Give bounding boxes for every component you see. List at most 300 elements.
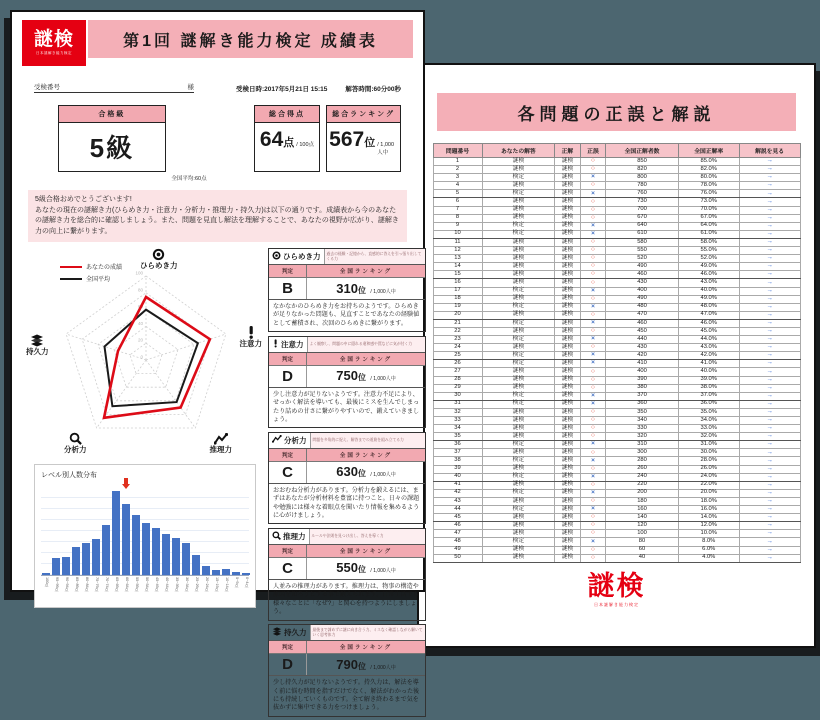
- congratulation-message: [28, 190, 407, 242]
- score-report-page: [10, 10, 425, 712]
- wrong-mark: ×: [591, 189, 595, 197]
- correct-answer: 謎検: [555, 255, 581, 263]
- your-answer: 検定: [482, 336, 555, 344]
- view-explanation-link[interactable]: →: [766, 213, 773, 221]
- view-explanation-link[interactable]: →: [766, 513, 773, 521]
- correct-mark: ○: [591, 497, 595, 505]
- view-explanation-link[interactable]: →: [766, 335, 773, 343]
- ability-grade: B: [269, 278, 307, 299]
- answers-title: 各問題の正誤と解説: [517, 104, 716, 124]
- your-answer: 検定: [482, 303, 555, 311]
- histogram-bar: [242, 573, 250, 575]
- grade-box-label: 合格級: [59, 106, 165, 123]
- your-answer: 謎検: [482, 214, 555, 222]
- national-correct-count: 490: [606, 263, 679, 271]
- correct-mark: ○: [591, 383, 595, 391]
- view-explanation-link[interactable]: →: [766, 294, 773, 302]
- correct-answer: 謎検: [555, 433, 581, 441]
- your-answer: 謎検: [482, 368, 555, 376]
- ranking-label: 全国ランキング: [339, 356, 393, 363]
- judge-label: 判定: [269, 545, 307, 557]
- correct-answer: 謎検: [555, 465, 581, 473]
- national-correct-rate: 22.0%: [678, 481, 739, 489]
- correct-answer: 謎検: [555, 222, 581, 230]
- histogram-title: レベル別人数分布: [41, 472, 97, 479]
- correct-answer: 謎検: [555, 392, 581, 400]
- national-correct-rate: 43.0%: [678, 279, 739, 287]
- total-score-label: 総合得点: [255, 106, 319, 123]
- histogram-bar: [192, 555, 200, 575]
- national-correct-count: 730: [606, 198, 679, 206]
- national-correct-count: 360: [606, 400, 679, 408]
- view-explanation-link[interactable]: →: [766, 165, 773, 173]
- correct-answer: 謎検: [555, 481, 581, 489]
- national-correct-rate: 82.0%: [678, 166, 739, 174]
- question-row: [433, 506, 800, 514]
- national-correct-rate: 64.0%: [678, 222, 739, 230]
- view-explanation-link[interactable]: →: [766, 367, 773, 375]
- histogram-label: 5~9点: [235, 577, 239, 588]
- national-correct-rate: 58.0%: [678, 238, 739, 246]
- view-explanation-link[interactable]: →: [766, 383, 773, 391]
- correct-mark: ○: [591, 408, 595, 416]
- axis-bunseki: 推理力: [210, 433, 233, 454]
- national-correct-count: 350: [606, 408, 679, 416]
- histogram-label: 20~24点: [205, 577, 209, 592]
- national-correct-rate: 20.0%: [678, 489, 739, 497]
- score-value: 64: [259, 128, 284, 151]
- national-correct-rate: 49.0%: [678, 263, 739, 271]
- question-row: [433, 530, 800, 538]
- histogram-label: 85~89点: [75, 577, 79, 592]
- national-correct-rate: 52.0%: [678, 255, 739, 263]
- histogram-bar: [222, 569, 230, 575]
- exam-date: 受検日時:2017年5月21日 15:15: [235, 86, 328, 93]
- radar-legend: [60, 262, 122, 286]
- your-answer: 謎検: [482, 327, 555, 335]
- view-explanation-link[interactable]: →: [766, 157, 773, 165]
- question-row: [433, 271, 800, 279]
- view-explanation-link[interactable]: →: [766, 505, 773, 513]
- question-number: 39: [433, 465, 482, 473]
- correct-mark: ○: [591, 424, 595, 432]
- view-explanation-link[interactable]: →: [766, 375, 773, 383]
- national-correct-count: 330: [606, 425, 679, 433]
- question-number: 4: [433, 182, 482, 190]
- histogram-label: 25~29点: [195, 577, 199, 592]
- question-number: 10: [433, 230, 482, 238]
- bulb-icon: [272, 251, 283, 262]
- your-answer: 検定: [482, 441, 555, 449]
- wrong-mark: ×: [591, 229, 595, 237]
- wrong-mark: ×: [591, 537, 595, 545]
- view-explanation-link[interactable]: →: [766, 472, 773, 480]
- view-explanation-link[interactable]: →: [766, 359, 773, 367]
- correct-answer: 謎検: [555, 368, 581, 376]
- national-correct-rate: 67.0%: [678, 214, 739, 222]
- answers-page: [417, 63, 816, 648]
- question-row: [433, 465, 800, 473]
- histogram-bar: [82, 543, 90, 575]
- national-correct-rate: 45.0%: [678, 327, 739, 335]
- correct-mark: ○: [591, 480, 595, 488]
- correct-mark: ○: [591, 205, 595, 213]
- histogram-bar: [182, 543, 190, 575]
- view-explanation-link[interactable]: →: [766, 262, 773, 270]
- question-row: [433, 174, 800, 182]
- legend-swatch-you: [60, 266, 82, 268]
- question-number: 6: [433, 198, 482, 206]
- view-explanation-link[interactable]: →: [766, 205, 773, 213]
- question-row: [433, 360, 800, 368]
- correct-answer: 謎検: [555, 514, 581, 522]
- wrong-mark: ×: [591, 505, 595, 513]
- question-number: 30: [433, 392, 482, 400]
- national-correct-rate: 10.0%: [678, 530, 739, 538]
- your-answer: 謎検: [482, 206, 555, 214]
- question-number: 40: [433, 473, 482, 481]
- ability-card: [268, 432, 426, 525]
- correct-answer: 謎検: [555, 538, 581, 546]
- view-explanation-link[interactable]: →: [766, 343, 773, 351]
- your-answer: 検定: [482, 473, 555, 481]
- national-correct-count: 300: [606, 449, 679, 457]
- question-number: 18: [433, 295, 482, 303]
- national-average-note: 全国平均:60点: [171, 176, 207, 182]
- legend-swatch-average: [60, 278, 82, 280]
- question-number: 46: [433, 522, 482, 530]
- correct-answer: 謎検: [555, 287, 581, 295]
- correct-mark: ○: [591, 327, 595, 335]
- ability-grade: D: [269, 654, 307, 675]
- your-answer: 謎検: [482, 530, 555, 538]
- view-explanation-link[interactable]: →: [766, 270, 773, 278]
- question-row: [433, 214, 800, 222]
- exam-info-row: [34, 82, 401, 93]
- national-correct-count: 410: [606, 360, 679, 368]
- correct-mark: ○: [591, 246, 595, 254]
- histogram-label: 55~59点: [135, 577, 139, 592]
- wrong-mark: ×: [591, 319, 595, 327]
- question-number: 37: [433, 449, 482, 457]
- national-correct-rate: 49.0%: [678, 295, 739, 303]
- national-correct-rate: 16.0%: [678, 506, 739, 514]
- question-number: 25: [433, 352, 482, 360]
- report-header: [22, 20, 413, 66]
- logo-subtext: 日本謎解き能力検定: [36, 51, 72, 55]
- national-correct-count: 160: [606, 506, 679, 514]
- national-correct-rate: 41.0%: [678, 360, 739, 368]
- correct-mark: ○: [591, 529, 595, 537]
- question-number: 2: [433, 166, 482, 174]
- your-answer: 謎検: [482, 497, 555, 505]
- histogram-label: 50~54点: [145, 577, 149, 592]
- total-ranking-box: 総合ランキング 567 位 / 1,000人中: [326, 105, 401, 172]
- correct-answer: 謎検: [555, 554, 581, 562]
- national-correct-count: 550: [606, 247, 679, 255]
- national-correct-count: 760: [606, 190, 679, 198]
- view-explanation-link[interactable]: →: [766, 432, 773, 440]
- national-correct-count: 370: [606, 392, 679, 400]
- question-number: 50: [433, 554, 482, 562]
- view-explanation-link[interactable]: →: [766, 391, 773, 399]
- your-answer: 検定: [482, 506, 555, 514]
- correct-answer: 謎検: [555, 376, 581, 384]
- view-explanation-link[interactable]: →: [766, 229, 773, 237]
- your-answer: 検定: [482, 352, 555, 360]
- histogram-label: 45~49点: [155, 577, 159, 592]
- national-correct-rate: 78.0%: [678, 182, 739, 190]
- ability-rank: 550位 / 1,000人中: [336, 560, 396, 576]
- view-explanation-link[interactable]: →: [766, 286, 773, 294]
- correct-answer: 謎検: [555, 417, 581, 425]
- view-explanation-link[interactable]: →: [766, 246, 773, 254]
- correct-answer: 謎検: [555, 327, 581, 335]
- national-correct-rate: 61.0%: [678, 230, 739, 238]
- question-row: [433, 514, 800, 522]
- wrong-mark: ×: [591, 335, 595, 343]
- view-explanation-link[interactable]: →: [766, 181, 773, 189]
- your-answer: 謎検: [482, 514, 555, 522]
- national-correct-rate: 18.0%: [678, 497, 739, 505]
- histogram-bar: [162, 534, 170, 575]
- correct-answer: 謎検: [555, 206, 581, 214]
- view-explanation-link[interactable]: →: [766, 537, 773, 545]
- question-row: [433, 263, 800, 271]
- view-explanation-link[interactable]: →: [766, 448, 773, 456]
- question-row: [433, 384, 800, 392]
- view-explanation-link[interactable]: →: [766, 456, 773, 464]
- wrong-mark: ×: [591, 359, 595, 367]
- ability-comment: 少し持久力が足りないようです。持久力は、解法を導く前に悩む時間を指すだけでなく、解法がわかった後にも持続していくものです。全て解き終わるまで気を抜かずに集中できる力をつけましょう。: [273, 679, 420, 712]
- national-correct-count: 460: [606, 319, 679, 327]
- view-explanation-link[interactable]: →: [766, 545, 773, 553]
- question-number: 44: [433, 506, 482, 514]
- ability-name: 分析力: [269, 433, 310, 448]
- national-correct-count: 700: [606, 206, 679, 214]
- national-correct-count: 610: [606, 230, 679, 238]
- national-correct-count: 390: [606, 376, 679, 384]
- correct-answer: 謎検: [555, 489, 581, 497]
- radar-chart: [22, 248, 264, 454]
- correct-mark: ○: [591, 278, 595, 286]
- view-explanation-link[interactable]: →: [766, 351, 773, 359]
- ability-grade: C: [269, 558, 307, 579]
- view-explanation-link[interactable]: →: [766, 319, 773, 327]
- svg-text:60: 60: [137, 304, 143, 310]
- wrong-mark: ×: [591, 351, 595, 359]
- national-correct-rate: 33.0%: [678, 425, 739, 433]
- national-correct-count: 260: [606, 465, 679, 473]
- national-correct-count: 490: [606, 295, 679, 303]
- question-number: 35: [433, 433, 482, 441]
- histogram-plot: [41, 490, 249, 576]
- correct-answer: 謎検: [555, 457, 581, 465]
- svg-text:20: 20: [137, 337, 143, 343]
- correct-answer: 謎検: [555, 425, 581, 433]
- your-answer: 謎検: [482, 465, 555, 473]
- national-correct-count: 780: [606, 182, 679, 190]
- view-explanation-link[interactable]: →: [766, 424, 773, 432]
- question-number: 47: [433, 530, 482, 538]
- correct-mark: ○: [591, 432, 595, 440]
- ability-description: 最後まで諦めずに謎に向き合う力、ミスなく確認しながら解いていく思考体力: [310, 625, 426, 640]
- national-correct-count: 640: [606, 222, 679, 230]
- question-row: [433, 417, 800, 425]
- radar-plot: [22, 248, 264, 454]
- ability-card: [268, 336, 426, 429]
- question-number: 38: [433, 457, 482, 465]
- your-answer: 検定: [482, 538, 555, 546]
- level-distribution-chart: [34, 464, 256, 608]
- questions-table-header: [433, 144, 800, 158]
- question-row: [433, 368, 800, 376]
- answer-time: 解答時間:60分00秒: [345, 86, 401, 93]
- correct-answer: 謎検: [555, 408, 581, 416]
- question-row: [433, 497, 800, 505]
- bulb-icon: [152, 248, 165, 261]
- wrong-mark: ×: [591, 173, 595, 181]
- histogram-label: 80~84点: [85, 577, 89, 592]
- view-explanation-cell[interactable]: [739, 554, 800, 562]
- national-correct-count: 580: [606, 238, 679, 246]
- view-explanation-link[interactable]: →: [766, 399, 773, 407]
- national-correct-count: 240: [606, 473, 679, 481]
- your-answer: 検定: [482, 360, 555, 368]
- correct-mark: ○: [591, 416, 595, 424]
- national-correct-count: 470: [606, 311, 679, 319]
- national-correct-rate: 4.0%: [678, 554, 739, 562]
- question-row: [433, 441, 800, 449]
- view-explanation-link[interactable]: →: [766, 416, 773, 424]
- histogram-bar: [142, 523, 150, 575]
- your-answer: 謎検: [482, 263, 555, 271]
- view-explanation-link[interactable]: →: [766, 221, 773, 229]
- questions-table: [433, 143, 801, 563]
- view-explanation-link[interactable]: →: [766, 173, 773, 181]
- correct-answer: 謎検: [555, 303, 581, 311]
- question-number: 7: [433, 206, 482, 214]
- your-answer: 謎検: [482, 247, 555, 255]
- correct-answer: 謎検: [555, 506, 581, 514]
- correct-answer: 謎検: [555, 182, 581, 190]
- result-mark-cell: [580, 554, 606, 562]
- ability-name: 持久力: [269, 625, 310, 640]
- view-explanation-link[interactable]: →: [766, 480, 773, 488]
- national-correct-rate: 42.0%: [678, 352, 739, 360]
- histogram-label: 70~74点: [105, 577, 109, 592]
- view-explanation-link[interactable]: →: [766, 408, 773, 416]
- correct-answer: 謎検: [555, 198, 581, 206]
- question-row: [433, 457, 800, 465]
- exclamation-icon: [245, 326, 257, 339]
- view-explanation-link[interactable]: →: [766, 327, 773, 335]
- view-explanation-link[interactable]: →: [766, 189, 773, 197]
- view-explanation-link[interactable]: →: [766, 197, 773, 205]
- grade-box: [58, 105, 166, 172]
- axis-hirameki: ひらめき力: [140, 248, 178, 270]
- your-answer: 謎検: [482, 449, 555, 457]
- axis-chui: 注意力: [240, 326, 263, 348]
- national-correct-count: 120: [606, 522, 679, 530]
- national-correct-rate: 40.0%: [678, 368, 739, 376]
- correct-mark: ○: [591, 310, 595, 318]
- view-explanation-link[interactable]: →: [766, 310, 773, 318]
- view-explanation-link[interactable]: →: [766, 238, 773, 246]
- question-row: [433, 481, 800, 489]
- correct-answer: 謎検: [555, 384, 581, 392]
- view-explanation-link[interactable]: →: [766, 488, 773, 496]
- question-number: 12: [433, 247, 482, 255]
- question-number: 8: [433, 214, 482, 222]
- question-number: 33: [433, 417, 482, 425]
- national-correct-rate: 31.0%: [678, 441, 739, 449]
- histogram-category-labels: [41, 576, 249, 603]
- question-number: 1: [433, 158, 482, 166]
- question-row: [433, 425, 800, 433]
- column-header: 全国正解者数: [606, 144, 679, 158]
- total-score-box: 総合得点 64 点 / 100点: [254, 105, 320, 172]
- histogram-bar: [92, 539, 100, 575]
- national-correct-count: 670: [606, 214, 679, 222]
- axis-suiri: 分析力: [64, 432, 87, 454]
- your-answer: 謎検: [482, 279, 555, 287]
- national-correct-rate: 36.0%: [678, 400, 739, 408]
- correct-mark: ○: [591, 213, 595, 221]
- footer-logo-subtext: 日本謎解き能力検定: [594, 601, 639, 607]
- national-correct-rate: 43.0%: [678, 344, 739, 352]
- view-explanation-link[interactable]: →: [766, 254, 773, 262]
- national-correct-count: 520: [606, 255, 679, 263]
- ability-rank: 790位 / 1,000人中: [336, 656, 396, 672]
- view-explanation-link[interactable]: →: [766, 497, 773, 505]
- histogram-bar: [42, 573, 50, 575]
- question-row: [433, 392, 800, 400]
- your-answer: 謎検: [482, 433, 555, 441]
- histogram-label: 15~19点: [215, 577, 219, 592]
- view-explanation-link[interactable]: →: [766, 278, 773, 286]
- question-number: 26: [433, 360, 482, 368]
- question-row: [433, 489, 800, 497]
- correct-answer: 謎検: [555, 441, 581, 449]
- question-number: 22: [433, 327, 482, 335]
- correct-answer: 謎検: [555, 497, 581, 505]
- correct-answer: 謎検: [555, 360, 581, 368]
- histogram-bar: [172, 538, 180, 575]
- national-correct-rate: 46.0%: [678, 271, 739, 279]
- axis-jikyuu: 持久力: [26, 334, 49, 356]
- question-row: [433, 538, 800, 546]
- magnifier-icon: [69, 432, 82, 445]
- histogram-bar: [132, 515, 140, 575]
- national-correct-rate: 46.0%: [678, 319, 739, 327]
- national-correct-count: 180: [606, 497, 679, 505]
- correct-answer: 謎検: [555, 190, 581, 198]
- view-explanation-link[interactable]: →: [766, 440, 773, 448]
- view-explanation-link[interactable]: →: [766, 302, 773, 310]
- your-answer: 謎検: [482, 311, 555, 319]
- view-explanation-link[interactable]: →: [766, 529, 773, 537]
- view-explanation-link[interactable]: →: [766, 553, 773, 561]
- view-explanation-link[interactable]: →: [766, 464, 773, 472]
- nazoken-logo-footer: [419, 570, 814, 608]
- national-correct-rate: 38.0%: [678, 384, 739, 392]
- national-correct-rate: 32.0%: [678, 433, 739, 441]
- national-correct-count: 460: [606, 271, 679, 279]
- national-correct-count: 400: [606, 368, 679, 376]
- legend-label-average: 全国平均: [86, 277, 111, 283]
- view-explanation-link[interactable]: →: [766, 521, 773, 529]
